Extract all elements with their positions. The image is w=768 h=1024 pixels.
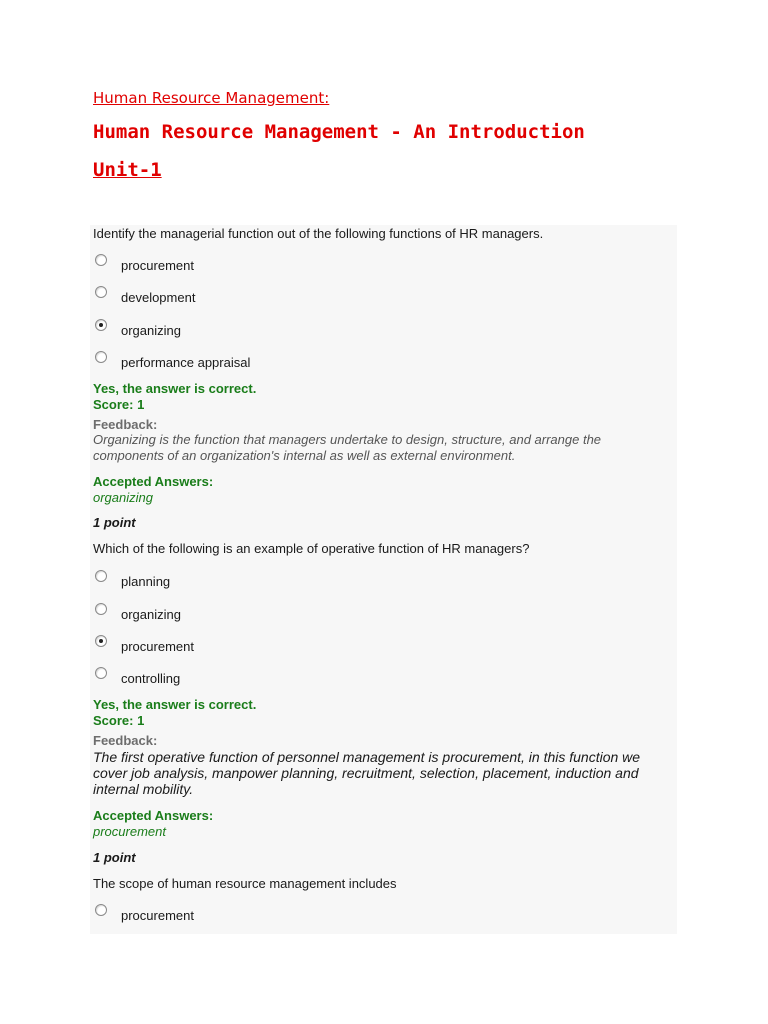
quiz-panel: Identify the managerial function out of the following functions of HR managers. procurement development organizing performance appraisal Yes, the answer is correct. Score: 1 Feedback: Organizing is the function that managers undertake to design, structure, and arrange the components of an organization's internal as well as external environment. Accepted Answers: organizing 1 point Which of the following is an example of operative function of HR managers? planning organizing procurement controlling Yes, the answer is correct. Score: 1 Feedback: The first operative function of personnel management is procurement, in this function we cover job analysis, manpower planning, recruitment, selection, placement, induction and internal mobility. Accepted Answers: procurement 1 point The scope of human resource management includes procurement — [90, 225, 677, 934]
question-text: Identify the managerial function out of the following functions of HR managers. — [93, 226, 544, 241]
feedback-label: Feedback: — [93, 733, 158, 748]
points: 1 point — [93, 850, 136, 865]
radio-button[interactable] — [95, 254, 107, 266]
radio-button[interactable] — [95, 570, 107, 582]
radio-button[interactable] — [95, 351, 107, 363]
radio-button[interactable] — [95, 904, 107, 916]
radio-button[interactable] — [95, 286, 107, 298]
score: Score: 1 — [93, 713, 145, 728]
radio-button[interactable] — [95, 667, 107, 679]
question-text: Which of the following is an example of operative function of HR managers? — [93, 541, 530, 556]
points: 1 point — [93, 515, 136, 530]
feedback-label: Feedback: — [93, 417, 158, 432]
accepted-answers-label: Accepted Answers: — [93, 474, 214, 489]
result-message: Yes, the answer is correct. — [93, 697, 257, 712]
question-text: The scope of human resource management includes — [93, 876, 397, 891]
unit-title: Unit-1 — [93, 159, 162, 181]
accepted-answer: organizing — [93, 490, 153, 505]
radio-button[interactable] — [95, 603, 107, 615]
radio-button-selected[interactable] — [95, 635, 107, 647]
radio-button-selected[interactable] — [95, 319, 107, 331]
accepted-answers-label: Accepted Answers: — [93, 808, 214, 823]
score: Score: 1 — [93, 397, 145, 412]
result-message: Yes, the answer is correct. — [93, 381, 257, 396]
accepted-answer: procurement — [93, 824, 166, 839]
page-heading: Human Resource Management: — [93, 89, 330, 107]
course-title: Human Resource Management - An Introduction — [93, 121, 585, 143]
feedback-text: The first operative function of personnel management is procurement, in this function we cover job analysis, manpower planning, recruitment, selection, placement, induction and internal mobility. — [93, 749, 641, 797]
feedback-text: Organizing is the function that managers undertake to design, structure, and arrange the components of an organization's internal as well as external environment. — [93, 432, 602, 463]
